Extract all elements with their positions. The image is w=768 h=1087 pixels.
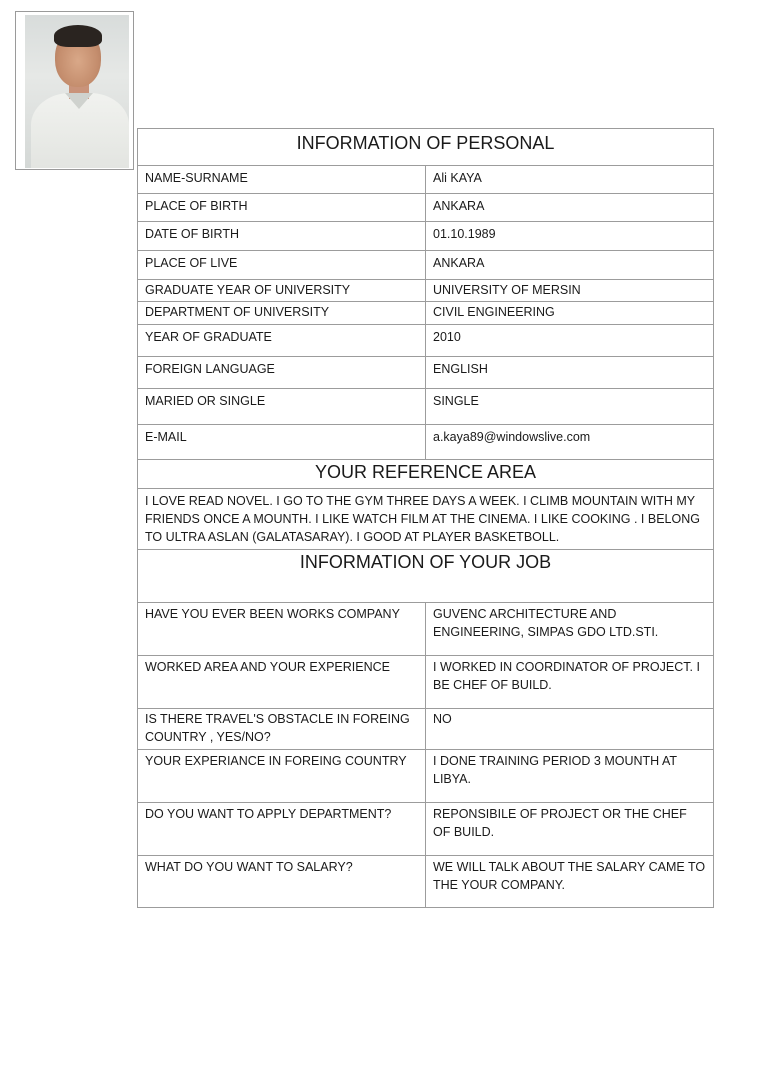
foreign-experience-value: I DONE TRAINING PERIOD 3 MOUNTH AT LIBYA. — [426, 750, 714, 803]
live-place-value: ANKARA — [426, 251, 714, 280]
birth-date-value: 01.10.1989 — [426, 222, 714, 251]
table-row — [138, 803, 714, 856]
experience-value: I WORKED IN COORDINATOR OF PROJECT. I BE CHEF OF BUILD. — [426, 656, 714, 709]
table-row — [138, 357, 714, 389]
marital-value: SINGLE — [426, 389, 714, 425]
reference-text: I LOVE READ NOVEL. I GO TO THE GYM THREE DAYS A WEEK. I CLIMB MOUNTAIN WITH MY FRIENDS ONCE A MOUNTH. I LIKE WATCH FILM AT THE CINEMA. I LIKE COOKING . I BELONG TO ULTRA ASLAN (GALATASARAY). I GOOD AT PLAYER BASKETBOLL. — [138, 489, 714, 550]
apply-department-value: REPONSIBILE OF PROJECT OR THE CHEF OF BUILD. — [426, 803, 714, 856]
name-value: Ali KAYA — [426, 166, 714, 194]
language-label: FOREIGN LANGUAGE — [138, 357, 426, 389]
cv-form-table — [137, 128, 714, 908]
table-row — [138, 222, 714, 251]
table-row — [138, 709, 714, 750]
companies-value: GUVENC ARCHITECTURE AND ENGINEERING, SIMPAS GDO LTD.STI. — [426, 603, 714, 656]
travel-obstacle-value: NO — [426, 709, 714, 750]
birth-place-value: ANKARA — [426, 194, 714, 222]
name-label: NAME-SURNAME — [138, 166, 426, 194]
photo-hair — [54, 25, 102, 47]
photo-collar — [65, 93, 93, 109]
reference-row — [138, 489, 714, 550]
birth-place-label: PLACE OF BIRTH — [138, 194, 426, 222]
birth-date-label: DATE OF BIRTH — [138, 222, 426, 251]
graduate-year-value: UNIVERSITY OF MERSIN — [426, 280, 714, 302]
reference-heading: YOUR REFERENCE AREA — [138, 460, 714, 489]
table-row — [138, 656, 714, 709]
table-row — [138, 325, 714, 357]
table-row — [138, 251, 714, 280]
table-row — [138, 425, 714, 460]
table-row — [138, 166, 714, 194]
live-place-label: PLACE OF LIVE — [138, 251, 426, 280]
salary-label: WHAT DO YOU WANT TO SALARY? — [138, 856, 426, 908]
personal-heading-row — [138, 129, 714, 166]
experience-label: WORKED AREA AND YOUR EXPERIENCE — [138, 656, 426, 709]
profile-photo — [25, 15, 129, 168]
year-of-graduate-label: YEAR OF GRADUATE — [138, 325, 426, 357]
job-heading-row — [138, 550, 714, 603]
reference-heading-row — [138, 460, 714, 489]
apply-department-label: DO YOU WANT TO APPLY DEPARTMENT? — [138, 803, 426, 856]
profile-photo-frame — [15, 11, 134, 170]
table-row — [138, 389, 714, 425]
graduate-year-label: GRADUATE YEAR OF UNIVERSITY — [138, 280, 426, 302]
department-value: CIVIL ENGINEERING — [426, 302, 714, 325]
table-row — [138, 603, 714, 656]
table-row — [138, 194, 714, 222]
personal-heading: INFORMATION OF PERSONAL — [138, 129, 714, 166]
email-value: a.kaya89@windowslive.com — [426, 425, 714, 460]
email-label: E-MAIL — [138, 425, 426, 460]
table-row — [138, 750, 714, 803]
salary-value: WE WILL TALK ABOUT THE SALARY CAME TO THE YOUR COMPANY. — [426, 856, 714, 908]
companies-label: HAVE YOU EVER BEEN WORKS COMPANY — [138, 603, 426, 656]
table-row — [138, 302, 714, 325]
travel-obstacle-label: IS THERE TRAVEL'S OBSTACLE IN FOREING COUNTRY , YES/NO? — [138, 709, 426, 750]
marital-label: MARIED OR SINGLE — [138, 389, 426, 425]
table-row — [138, 280, 714, 302]
department-label: DEPARTMENT OF UNIVERSITY — [138, 302, 426, 325]
job-heading: INFORMATION OF YOUR JOB — [138, 550, 714, 603]
table-row — [138, 856, 714, 908]
year-of-graduate-value: 2010 — [426, 325, 714, 357]
language-value: ENGLISH — [426, 357, 714, 389]
foreign-experience-label: YOUR EXPERIANCE IN FOREING COUNTRY — [138, 750, 426, 803]
